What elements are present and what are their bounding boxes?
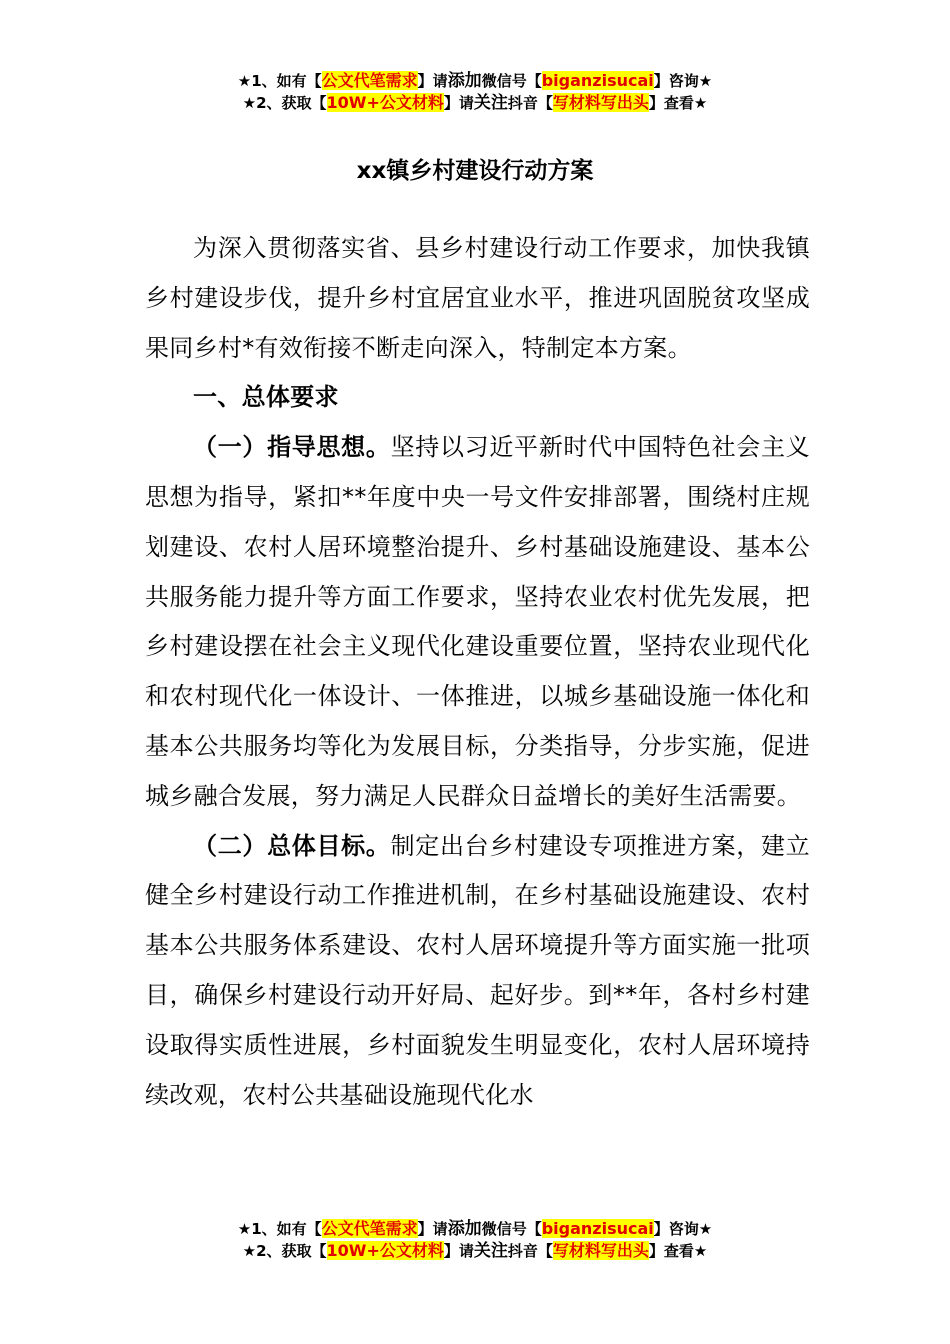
document-body (145, 224, 810, 1120)
promo-highlight: 10W+公文材料 (326, 93, 444, 112)
promo-text: 】咨询★ (653, 1220, 713, 1238)
subsection-title: （一）指导思想。 (193, 433, 391, 462)
promo-text: 微信号【 (481, 1220, 542, 1238)
promo-emphasis: 添加 (447, 71, 482, 91)
promo-emphasis: 添加 (447, 1219, 482, 1239)
promo-douyin-id: 写材料写出头 (552, 1241, 649, 1260)
promo-text: 】咨询★ (653, 72, 713, 90)
promo-text: 】查看★ (648, 94, 708, 112)
promo-text: ★2、获取【 (242, 94, 327, 112)
promo-line-2 (0, 92, 950, 114)
promo-text: ★1、如有【 (237, 72, 322, 90)
promo-text: 】请 (417, 72, 448, 90)
promo-text: 】请 (443, 94, 474, 112)
paragraph-text: 制定出台乡村建设专项推进方案，建立健全乡村建设行动工作推进机制，在乡村基础设施建设、农村基本公共服务体系建设、农村人居环境提升等方面实施一批项目，确保乡村建设行动开好局、起好步。到**年，各村乡村建设取得实质性进展，乡村面貌发生明显变化，农村人居环境持续改观，农村公共基础设施现代化水 (145, 831, 810, 1109)
promo-highlight: 10W+公文材料 (326, 1241, 444, 1260)
promo-text: 】查看★ (648, 1242, 708, 1260)
promo-text: ★1、如有【 (237, 1220, 322, 1238)
promo-banner-top (0, 70, 950, 114)
section-heading: 一、总体要求 (193, 383, 339, 412)
promo-wechat-id: biganzisucai (541, 1219, 654, 1238)
promo-text: 】请 (443, 1242, 474, 1260)
overall-goal-paragraph (145, 822, 810, 1121)
promo-wechat-id: biganzisucai (541, 71, 654, 90)
document-title: xx镇乡村建设行动方案 (356, 158, 594, 184)
promo-line-1 (0, 70, 950, 92)
paragraph-text: 坚持以习近平新时代中国特色社会主义思想为指导，紧扣**年度中央一号文件安排部署，围绕村庄规划建设、农村人居环境整治提升、乡村基础设施建设、基本公共服务能力提升等方面工作要求，坚持农业农村优先发展，把乡村建设摆在社会主义现代化建设重要位置，坚持农业现代化和农村现代化一体设计、一体推进，以城乡基础设施一体化和基本公共服务均等化为发展目标，分类指导，分步实施，促进城乡融合发展，努力满足人民群众日益增长的美好生活需要。 (145, 433, 810, 810)
promo-text: 抖音【 (507, 1242, 553, 1260)
promo-line-2 (0, 1240, 950, 1262)
promo-text: ★2、获取【 (242, 1242, 327, 1260)
promo-text: 】请 (417, 1220, 448, 1238)
promo-highlight: 公文代笔需求 (321, 71, 418, 90)
promo-emphasis: 关注 (473, 93, 508, 113)
promo-emphasis: 关注 (473, 1241, 508, 1261)
guiding-thought-paragraph (145, 423, 810, 821)
promo-text: 抖音【 (507, 94, 553, 112)
intro-paragraph: 为深入贯彻落实省、县乡村建设行动工作要求，加快我镇乡村建设步伐，提升乡村宜居宜业水平，推进巩固脱贫攻坚成果同乡村*有效衔接不断走向深入，特制定本方案。 (145, 234, 810, 362)
promo-banner-bottom (0, 1218, 950, 1262)
promo-highlight: 公文代笔需求 (321, 1219, 418, 1238)
promo-line-1 (0, 1218, 950, 1240)
promo-text: 微信号【 (481, 72, 542, 90)
promo-douyin-id: 写材料写出头 (552, 93, 649, 112)
subsection-title: （二）总体目标。 (193, 831, 391, 860)
